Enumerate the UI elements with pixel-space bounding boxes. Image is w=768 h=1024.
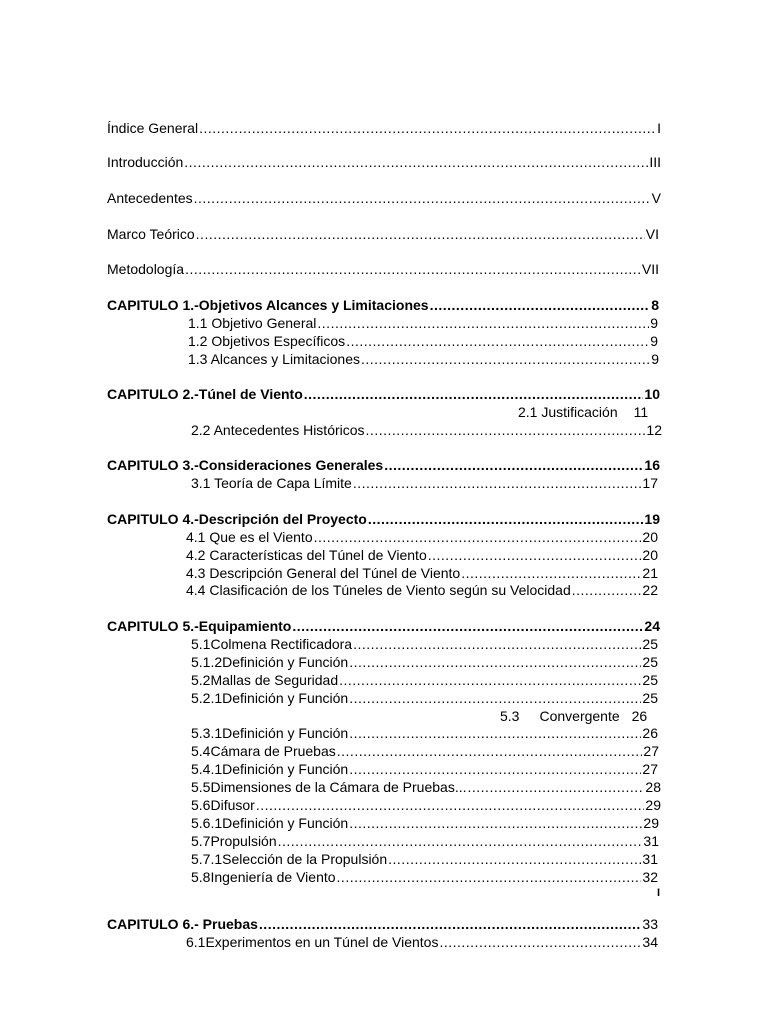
toc-subentry-label: Selección de la Propulsión (222, 851, 388, 867)
toc-subentry-page: 32 (642, 869, 658, 885)
toc-subentry (191, 421, 662, 439)
toc-subentry-page: 11 (633, 404, 649, 420)
dot-leader (384, 456, 643, 474)
toc-subentry-label: Dimensiones de la Cámara de Pruebas... (210, 779, 467, 795)
dot-leader (349, 689, 641, 707)
dot-leader (292, 617, 643, 635)
toc-subentry-page: 20 (642, 547, 658, 563)
toc-entry-introduccion (107, 153, 661, 171)
toc-chapter-label: CAPITULO 3.-Consideraciones Generales (107, 457, 384, 473)
toc-subentry-label: Ingeniería de Viento (210, 869, 336, 885)
toc-subentry-page: 29 (645, 797, 661, 813)
toc-chapter-label: CAPITULO 2.-Túnel de Viento (107, 386, 303, 402)
toc-subentry-label: Experimentos en un Túnel de Vientos (205, 934, 439, 950)
toc-subentry (186, 528, 658, 546)
toc-entry-marco-teorico (107, 225, 659, 243)
toc-entry-antecedentes (107, 189, 661, 207)
dot-leader (361, 350, 650, 368)
toc-subentry-label: 3.1 Teoría de Capa Límite (191, 475, 352, 491)
toc-subentry-page: 9 (650, 315, 658, 331)
toc-subentry-label: Propulsión (210, 833, 277, 849)
toc-subentry-label: 4.1 Que es el Viento (186, 529, 313, 545)
toc-entry-page: III (649, 154, 661, 170)
toc-subentry-number: 6.1 (186, 934, 206, 950)
toc-subentry-page: 27 (642, 761, 658, 777)
dot-leader (368, 510, 644, 528)
toc-subentry-page: 28 (645, 779, 661, 795)
toc-subentry-number: 5.4.1 (191, 761, 223, 777)
toc-entry-indice (107, 119, 661, 137)
toc-subentry-number: 5.6.1 (191, 815, 223, 831)
toc-subentry-page: 25 (642, 654, 658, 670)
toc-chapter-6 (107, 915, 658, 933)
toc-chapter-page: 33 (642, 916, 658, 932)
toc-subentry (186, 933, 658, 951)
toc-entry-page: VI (645, 226, 659, 242)
toc-chapter-2 (107, 385, 660, 403)
toc-entry-label: Metodología (107, 261, 185, 277)
toc-entry-label: Marco Teórico (107, 226, 195, 242)
toc-entry-page: VII (641, 261, 659, 277)
toc-subentry-label: Definición y Función (222, 761, 349, 777)
toc-subentry-page: 17 (642, 475, 658, 491)
toc-subentry-page: 12 (646, 422, 662, 438)
toc-subentry-page: 29 (643, 815, 659, 831)
toc-subentry-number: 5.3.1 (191, 725, 223, 741)
toc-subentry-label: Cámara de Pruebas (210, 743, 336, 759)
dot-leader (199, 119, 656, 137)
toc-subentry-justificacion (518, 403, 648, 421)
toc-chapter-label: CAPITULO 5.-Equipamiento (107, 618, 292, 634)
dot-leader (346, 332, 649, 350)
toc-chapter-page: 10 (644, 386, 660, 402)
toc-subentry-label: 1.1 Objetivo General (188, 315, 317, 331)
dot-leader (349, 724, 641, 742)
toc-entry-metodologia (107, 260, 659, 278)
toc-subentry-page: 27 (643, 743, 659, 759)
toc-subentry-number: 5.6 (191, 797, 211, 813)
dot-leader (314, 528, 642, 546)
dot-leader (256, 796, 645, 814)
toc-subentry (186, 581, 658, 599)
toc-entry-page: V (651, 190, 661, 206)
toc-subentry-page: 9 (650, 333, 658, 349)
toc-subentry (191, 778, 661, 796)
dot-leader (572, 581, 642, 599)
toc-subentry (191, 832, 659, 850)
dot-leader (317, 314, 649, 332)
dot-leader (353, 474, 642, 492)
toc-subentry-number: 5.3 (500, 708, 520, 724)
toc-subentry-label: Definición y Función (222, 654, 349, 670)
toc-subentry-number: 5.4 (191, 743, 211, 759)
toc-subentry-number: 5.7 (191, 833, 211, 849)
dot-leader (439, 933, 641, 951)
dot-leader (430, 296, 651, 314)
toc-subentry-label: Colmena Rectificadora (210, 636, 353, 652)
toc-subentry-page: 25 (642, 636, 658, 652)
toc-subentry-page: 34 (642, 934, 658, 950)
dot-leader (259, 915, 642, 933)
toc-subentry (186, 546, 658, 564)
toc-chapter-label: CAPITULO 1.-Objetivos Alcances y Limitaciones (107, 297, 429, 313)
toc-subentry (191, 868, 658, 886)
toc-subentry-label: Mallas de Seguridad (210, 672, 339, 688)
toc-subentry-label: Definición y Función (222, 725, 349, 741)
toc-subentry-page: 26 (631, 708, 648, 724)
toc-subentry (188, 314, 658, 332)
toc-chapter-4 (107, 510, 660, 528)
toc-chapter-1 (107, 296, 659, 314)
dot-leader (461, 564, 641, 582)
toc-subentry-number: 5.2 (191, 672, 211, 688)
dot-leader (185, 260, 641, 278)
toc-subentry (191, 742, 659, 760)
toc-subentry (191, 689, 658, 707)
toc-subentry-label: 1.3 Alcances y Limitaciones (188, 351, 360, 367)
toc-subentry-label: 2.2 Antecedentes Históricos (191, 422, 365, 438)
toc-subentry (191, 796, 661, 814)
toc-subentry-label: 2.1 Justificación (518, 404, 618, 420)
dot-leader (388, 850, 641, 868)
dot-leader (349, 653, 641, 671)
toc-subentry-label: Definición y Función (222, 815, 349, 831)
dot-leader (194, 189, 651, 207)
toc-subentry-page: 25 (642, 690, 658, 706)
dot-leader (353, 635, 641, 653)
toc-subentry-label: 1.2 Objetivos Específicos (188, 333, 346, 349)
toc-subentry (188, 332, 658, 350)
dot-leader (428, 546, 642, 564)
toc-chapter-page: 24 (644, 618, 660, 634)
toc-chapter-3 (107, 456, 660, 474)
toc-subentry-page: 21 (642, 565, 658, 581)
toc-subentry (191, 474, 658, 492)
toc-chapter-label: CAPITULO 6.- Pruebas (107, 916, 258, 932)
toc-subentry-number: 5.8 (191, 869, 211, 885)
toc-subentry-number: 5.7.1 (191, 851, 223, 867)
page-marker: I (657, 887, 661, 899)
dot-leader (337, 868, 642, 886)
toc-subentry-page: 20 (642, 529, 658, 545)
toc-subentry-label: Convergente (539, 708, 620, 724)
toc-subentry-convergente (500, 707, 647, 725)
toc-subentry (191, 635, 658, 653)
toc-subentry-label: 4.4 Clasificación de los Túneles de Viento según su Velocidad (186, 582, 571, 598)
dot-leader (278, 832, 643, 850)
dot-leader (349, 814, 642, 832)
toc-subentry-label: 4.2 Características del Túnel de Viento (186, 547, 427, 563)
toc-subentry (191, 671, 658, 689)
toc-subentry-page: 26 (642, 725, 658, 741)
toc-subentry-label: Difusor (210, 797, 255, 813)
dot-leader (339, 671, 641, 689)
toc-subentry-number: 5.1.2 (191, 654, 223, 670)
dot-leader (184, 153, 648, 171)
toc-subentry-page: 31 (643, 833, 659, 849)
dot-leader (304, 385, 644, 403)
dot-leader (349, 760, 641, 778)
toc-subentry-page: 25 (642, 672, 658, 688)
toc-subentry-number: 5.5 (191, 779, 211, 795)
toc-subentry (191, 653, 658, 671)
toc-chapter-page: 8 (651, 297, 659, 313)
toc-subentry (191, 814, 659, 832)
toc-subentry (186, 564, 658, 582)
toc-entry-label: Antecedentes (107, 190, 193, 206)
toc-subentry (191, 724, 658, 742)
toc-chapter-page: 19 (644, 511, 660, 527)
dot-leader (337, 742, 643, 760)
toc-subentry-label: Definición y Función (222, 690, 349, 706)
toc-entry-label: Introducción (107, 154, 184, 170)
toc-subentry-page: 22 (642, 582, 658, 598)
toc-subentry-page: 9 (651, 351, 659, 367)
toc-entry-label: Índice General (107, 120, 199, 136)
toc-chapter-page: 16 (644, 457, 660, 473)
toc-subentry-page: 31 (642, 851, 658, 867)
dot-leader (366, 421, 646, 439)
dot-leader (196, 225, 645, 243)
toc-entry-page: I (657, 120, 661, 136)
toc-subentry (188, 350, 659, 368)
toc-subentry-label: 4.3 Descripción General del Túnel de Viento (186, 565, 461, 581)
toc-chapter-5 (107, 617, 660, 635)
toc-subentry-number: 5.2.1 (191, 690, 223, 706)
toc-subentry (191, 760, 658, 778)
dot-leader (468, 778, 645, 796)
toc-subentry (191, 850, 658, 868)
toc-chapter-label: CAPITULO 4.-Descripción del Proyecto (107, 511, 367, 527)
toc-subentry-number: 5.1 (191, 636, 211, 652)
